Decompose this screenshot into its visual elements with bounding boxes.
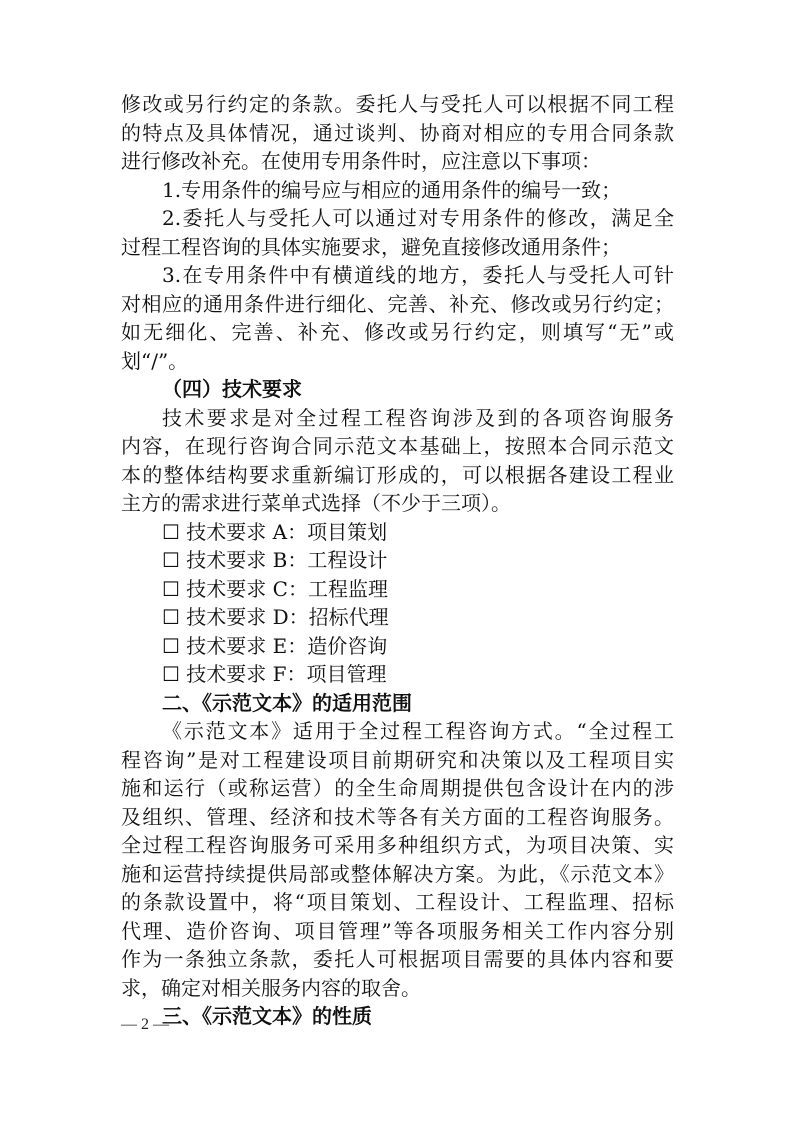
paragraph-line: 代理、造价咨询、项目管理”等各项服务相关工作内容分别 [121, 918, 674, 943]
section-heading-technical-requirements: （四）技术要求 [162, 377, 302, 401]
checkbox-item-e: ☐ 技术要求 E：造价咨询 [162, 633, 388, 658]
section-heading-scope: 二、《示范文本》的适用范围 [162, 690, 412, 715]
page-number: — 2 — [121, 1016, 169, 1033]
checkbox-item-b: ☐ 技术要求 B：工程设计 [162, 548, 388, 572]
paragraph-line: 作为一条独立条款，委托人可根据项目需要的具体内容和要 [121, 947, 674, 971]
paragraph-line: 施和运行（或称运营）的全生命周期提供包含设计在内的涉 [121, 776, 674, 800]
paragraph-line: 的特点及具体情况，通过谈判、协商对相应的专用合同条款 [121, 120, 674, 145]
paragraph-line: 《示范文本》适用于全过程工程咨询方式。“全过程工 [162, 719, 674, 743]
paragraph-line: 内容，在现行咨询合同示范文本基础上，按照本合同示范文 [121, 434, 674, 458]
paragraph-line: 求，确定对相关服务内容的取舍。 [121, 975, 421, 1000]
checkbox-item-f: ☐ 技术要求 F：项目管理 [162, 662, 387, 686]
paragraph-line: 修改或另行约定的条款。委托人与受托人可以根据不同工程 [121, 92, 674, 116]
list-item-3: 3.在专用条件中有横道线的地方，委托人与受托人可针 [162, 263, 674, 287]
list-item-1: 1.专用条件的编号应与相应的通用条件的编号一致； [162, 177, 622, 202]
paragraph-line: 本的整体结构要求重新编订形成的，可以根据各建设工程业 [121, 462, 674, 487]
paragraph-line: 主方的需求进行菜单式选择（不少于三项）。 [121, 491, 511, 515]
checkbox-item-c: ☐ 技术要求 C：工程监理 [162, 576, 388, 601]
paragraph-line: 技术要求是对全过程工程咨询涉及到的各项咨询服务 [162, 405, 674, 430]
document-body [121, 90, 674, 1031]
paragraph-line: 的条款设置中，将“项目策划、工程设计、工程监理、招标 [121, 890, 674, 914]
list-item-2: 2.委托人与受托人可以通过对专用条件的修改，满足全 [162, 206, 674, 230]
paragraph-line: 程咨询”是对工程建设项目前期研究和决策以及工程项目实 [121, 747, 674, 772]
section-heading-nature: 三、《示范文本》的性质 [162, 1004, 372, 1028]
paragraph-line: 施和运营持续提供局部或整体解决方案。为此，《示范文本》 [121, 861, 674, 886]
paragraph-line: 划“/”。 [121, 348, 189, 373]
paragraph-line: 对相应的通用条件进行细化、完善、补充、修改或另行约定； [121, 291, 674, 316]
paragraph-line: 全过程工程咨询服务可采用多种组织方式，为项目决策、实 [121, 833, 674, 857]
checkbox-item-d: ☐ 技术要求 D：招标代理 [162, 605, 389, 629]
checkbox-item-a: ☐ 技术要求 A：项目策划 [162, 519, 388, 544]
paragraph-line: 及组织、管理、经济和技术等各有关方面的工程咨询服务。 [121, 804, 674, 829]
paragraph-line: 过程工程咨询的具体实施要求，避免直接修改通用条件； [121, 234, 621, 259]
paragraph-line: 进行修改补充。在使用专用条件时，应注意以下事项： [121, 149, 601, 173]
paragraph-line: 如无细化、完善、补充、修改或另行约定，则填写“无”或 [121, 320, 674, 344]
